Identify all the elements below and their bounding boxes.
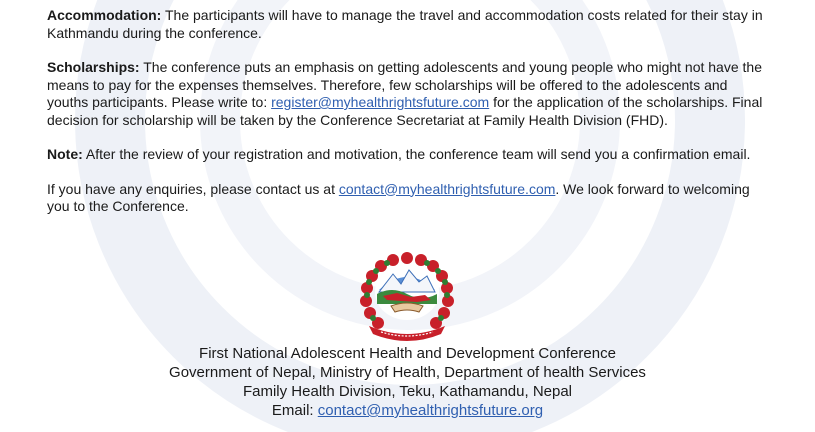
document-body <box>47 7 767 233</box>
scholarships-text-after: for the application of the scholarships. Final decision for scholarship will be taken by the Conference Secretariat at Family Health Division (FHD). <box>47 94 763 128</box>
nepal-government-emblem-icon <box>357 250 457 342</box>
footer <box>0 344 815 420</box>
footer-conference-name: First National Adolescent Health and Development Conference <box>199 345 616 362</box>
enquiries-text-after: . We look forward to welcoming you to the Conference. <box>47 180 750 214</box>
note-label: Note: <box>47 146 83 162</box>
register-email-link[interactable]: register@myhealthrightsfuture.com <box>271 94 490 110</box>
footer-email-label: Email: <box>271 402 318 419</box>
footer-email-line <box>0 401 815 420</box>
enquiries-paragraph <box>47 181 767 216</box>
footer-address: Family Health Division, Teku, Kathamandu, Nepal <box>242 383 573 400</box>
scholarships-label: Scholarships: <box>47 59 140 75</box>
note-text: After the review of your registration and motivation, the conference team will send you a confirmation email. <box>82 146 751 162</box>
scholarships-paragraph <box>47 59 767 129</box>
note-paragraph <box>47 146 767 164</box>
footer-email-link[interactable]: contact@myhealthrightsfuture.org <box>317 402 544 419</box>
scholarships-text-before: The conference puts an emphasis on getting adolescents and young people who might not have the means to pay for the expenses themselves. Therefore, few scholarships will be offered to the adolescents and youths participants. Please write to: <box>47 59 762 110</box>
enquiries-text-before: If you have any enquiries, please contact us at <box>47 180 339 197</box>
accommodation-text: The participants will have to manage the travel and accommodation costs related for their stay in Kathmandu during the conference. <box>47 7 763 41</box>
contact-email-link[interactable]: contact@myhealthrightsfuture.com <box>338 180 556 197</box>
footer-organization: Government of Nepal, Ministry of Health, Department of health Services <box>169 364 646 381</box>
accommodation-paragraph <box>47 7 767 42</box>
accommodation-label: Accommodation: <box>47 7 162 23</box>
